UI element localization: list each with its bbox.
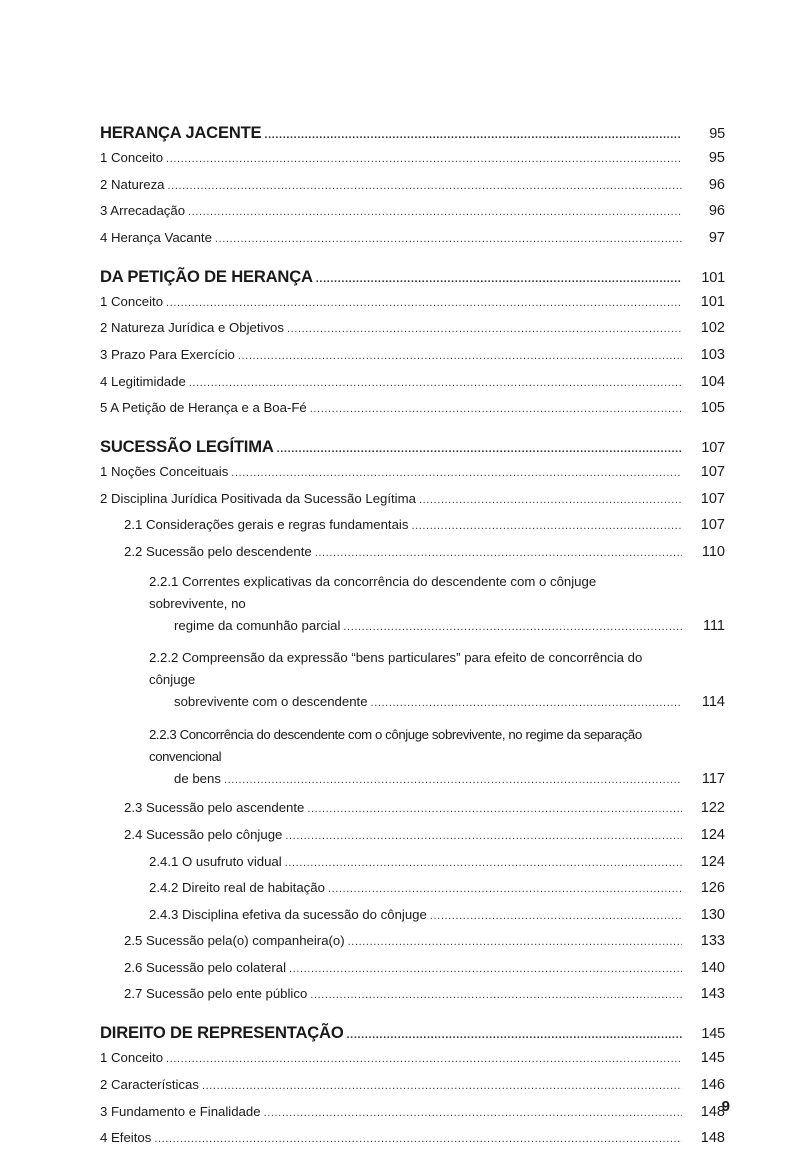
- toc-entry-label: 4 Legitimidade: [100, 373, 186, 389]
- toc-entry-continuation: [174, 615, 725, 638]
- dot-leader: [310, 401, 682, 417]
- toc-entry-label: 4 Herança Vacante: [100, 229, 212, 245]
- toc-entry-continuation: [174, 691, 725, 714]
- toc-multiline-entry: [100, 724, 725, 791]
- toc-heading: [100, 266, 725, 287]
- toc-section-peticao-heranca: [100, 266, 725, 417]
- dot-leader: [166, 1051, 682, 1067]
- dot-leader: [202, 1078, 682, 1094]
- toc-page-number: 96: [708, 203, 725, 220]
- dot-leader: [316, 271, 682, 287]
- toc-entry-label-line1: 2.2.3 Concorrência do descendente com o cônjuge sobrevivente, no regime da separação convencional: [149, 726, 642, 764]
- toc-page-number: 140: [700, 959, 725, 976]
- dot-leader: [277, 441, 682, 457]
- toc-section-direito-representacao: [100, 1025, 725, 1147]
- toc-page-number: 122: [700, 800, 725, 817]
- toc-entry: [100, 1077, 725, 1094]
- toc-page-number: 110: [701, 543, 725, 560]
- toc-page-number: 107: [700, 517, 725, 534]
- toc-entry: [100, 1050, 725, 1067]
- toc-entry-label: 4 Efeitos: [100, 1130, 152, 1146]
- dot-leader: [264, 1105, 682, 1121]
- toc-subentry: [100, 827, 725, 844]
- toc-subentry: [100, 517, 725, 534]
- toc-entry-label: 2 Natureza: [100, 176, 165, 192]
- toc-entry-label: 1 Conceito: [100, 293, 164, 309]
- toc-entry-label: 2.2 Sucessão pelo descendente: [124, 543, 312, 559]
- toc-heading-title: HERANÇA JACENTE: [100, 123, 262, 142]
- toc-entry-label: 2.7 Sucessão pelo ente público: [124, 986, 308, 1002]
- toc-page-number: 114: [701, 694, 725, 711]
- toc-entry-label: 2.4.1 O usufruto vidual: [149, 853, 282, 869]
- toc-entry: [100, 347, 725, 364]
- toc-entry: [100, 203, 725, 220]
- dot-leader: [285, 828, 682, 844]
- dot-leader: [154, 1131, 682, 1147]
- toc-heading: [100, 1025, 725, 1043]
- dot-leader: [264, 127, 682, 143]
- toc-page-number: 148: [700, 1103, 725, 1120]
- toc-page-number: 124: [700, 826, 725, 843]
- dot-leader: [307, 801, 682, 817]
- toc-subsubentry: [100, 907, 725, 924]
- toc-subentry: [100, 933, 725, 950]
- toc-entry-label: 1 Conceito: [100, 150, 164, 165]
- toc-page-number: 95: [708, 150, 725, 166]
- dot-leader: [231, 465, 682, 481]
- toc-entry-label: 3 Arrecadação: [100, 203, 186, 219]
- toc-page-number: 126: [700, 880, 725, 897]
- toc-entry: [100, 320, 725, 337]
- toc-entry-label: 2 Natureza Jurídica e Objetivos: [100, 320, 284, 336]
- toc-heading: [100, 125, 725, 143]
- toc-page-number: 105: [700, 400, 725, 417]
- toc-entry-label: 2 Características: [100, 1077, 199, 1093]
- toc-subentry: [100, 800, 725, 817]
- dot-leader: [430, 908, 682, 924]
- toc-entry: [100, 1104, 725, 1121]
- toc-entry-label-line1: 2.2.2 Compreensão da expressão “bens particulares” para efeito de concorrência do cônjuge: [149, 650, 643, 688]
- toc-page-number: 111: [702, 617, 725, 634]
- toc-page-number: 95: [709, 126, 725, 142]
- toc-page-number: 107: [700, 490, 725, 507]
- toc-entry-label: 2.6 Sucessão pelo colateral: [124, 959, 287, 975]
- dot-leader: [371, 692, 682, 714]
- toc-entry-label-line2: sobrevivente com o descendente: [174, 694, 368, 710]
- toc-page-number: 133: [700, 933, 725, 950]
- toc-page-number: 97: [708, 229, 725, 246]
- toc-page-number: 145: [700, 1050, 725, 1067]
- dot-leader: [224, 769, 682, 791]
- dot-leader: [411, 518, 682, 534]
- toc-multiline-entry: [100, 571, 725, 638]
- dot-leader: [315, 545, 682, 561]
- dot-leader: [310, 987, 682, 1003]
- dot-leader: [347, 1027, 682, 1043]
- toc-entry: [100, 294, 725, 311]
- toc-page-number: 101: [701, 269, 725, 286]
- toc-entry: [100, 491, 725, 508]
- toc-entry: [100, 150, 725, 167]
- toc-page-number: 130: [700, 906, 725, 923]
- toc-page-number: 107: [700, 464, 725, 481]
- toc-entry: [100, 464, 725, 481]
- toc-entry: [100, 374, 725, 391]
- toc-page-number: 145: [701, 1026, 725, 1043]
- toc-entry-label: 2.3 Sucessão pelo ascendente: [124, 800, 305, 816]
- dot-leader: [348, 934, 682, 950]
- toc-page-number: 104: [700, 373, 725, 390]
- toc-entry-label: 1 Noções Conceituais: [100, 464, 229, 480]
- dot-leader: [285, 855, 682, 871]
- toc-entry-label-line2: de bens: [174, 770, 221, 786]
- table-of-contents: [100, 125, 725, 1169]
- toc-entry-continuation: [174, 768, 725, 791]
- toc-heading-title: SUCESSÃO LEGÍTIMA: [100, 437, 274, 457]
- dot-leader: [328, 881, 682, 897]
- toc-page-number: 148: [700, 1130, 725, 1147]
- toc-page-number: 124: [700, 853, 725, 870]
- dot-leader: [188, 204, 682, 220]
- toc-subsubentry: [100, 880, 725, 897]
- toc-page-number: 101: [700, 293, 725, 310]
- toc-section-sucessao-legitima: [100, 439, 725, 1003]
- dot-leader: [287, 321, 682, 337]
- toc-heading-title: DA PETIÇÃO DE HERANÇA: [100, 266, 313, 286]
- toc-section-heranca-jacente: [100, 125, 725, 247]
- toc-page-number: 107: [701, 440, 725, 457]
- toc-page-number: 96: [708, 176, 725, 193]
- dot-leader: [238, 348, 682, 364]
- dot-leader: [166, 151, 682, 167]
- toc-heading-title: DIREITO DE REPRESENTAÇÃO: [100, 1023, 344, 1043]
- dot-leader: [419, 492, 682, 508]
- toc-page-number: 103: [700, 346, 725, 363]
- toc-entry: [100, 400, 725, 417]
- dot-leader: [168, 178, 682, 194]
- toc-entry-label: 2.4.3 Disciplina efetiva da sucessão do cônjuge: [149, 906, 427, 922]
- toc-entry-label: 2.5 Sucessão pela(o) companheira(o): [124, 933, 345, 949]
- toc-entry-label: 1 Conceito: [100, 1050, 164, 1066]
- toc-entry-label: 3 Fundamento e Finalidade: [100, 1103, 261, 1119]
- toc-entry: [100, 230, 725, 247]
- dot-leader: [289, 961, 682, 977]
- toc-entry-label: 2.1 Considerações gerais e regras fundamentais: [124, 517, 409, 533]
- dot-leader: [166, 295, 682, 311]
- toc-entry-label-line1: 2.2.1 Correntes explicativas da concorrência do descendente com o cônjuge sobrevivente, no: [149, 573, 597, 611]
- toc-entry-label: 2 Disciplina Jurídica Positivada da Sucessão Legítima: [100, 490, 416, 506]
- toc-entry-label: 3 Prazo Para Exercício: [100, 346, 235, 362]
- page-number: 9: [721, 1098, 730, 1115]
- toc-page-number: 102: [700, 320, 725, 337]
- dot-leader: [215, 231, 682, 247]
- toc-entry-label: 5 A Petição de Herança e a Boa-Fé: [100, 400, 307, 416]
- toc-subentry: [100, 986, 725, 1003]
- toc-entry-label: 2.4.2 Direito real de habitação: [149, 880, 325, 896]
- toc-entry: [100, 177, 725, 194]
- toc-entry-label-line2: regime da comunhão parcial: [174, 617, 341, 633]
- toc-page-number: 143: [700, 986, 725, 1003]
- toc-multiline-entry: [100, 647, 725, 714]
- toc-heading: [100, 439, 725, 457]
- dot-leader: [189, 375, 682, 391]
- toc-page-number: 117: [701, 770, 725, 787]
- toc-subentry: [100, 960, 725, 977]
- toc-entry-label: 2.4 Sucessão pelo cônjuge: [124, 826, 283, 842]
- toc-entry: [100, 1130, 725, 1147]
- toc-subentry: [100, 544, 725, 561]
- dot-leader: [343, 616, 682, 638]
- toc-subsubentry: [100, 854, 725, 871]
- toc-page-number: 146: [700, 1077, 725, 1094]
